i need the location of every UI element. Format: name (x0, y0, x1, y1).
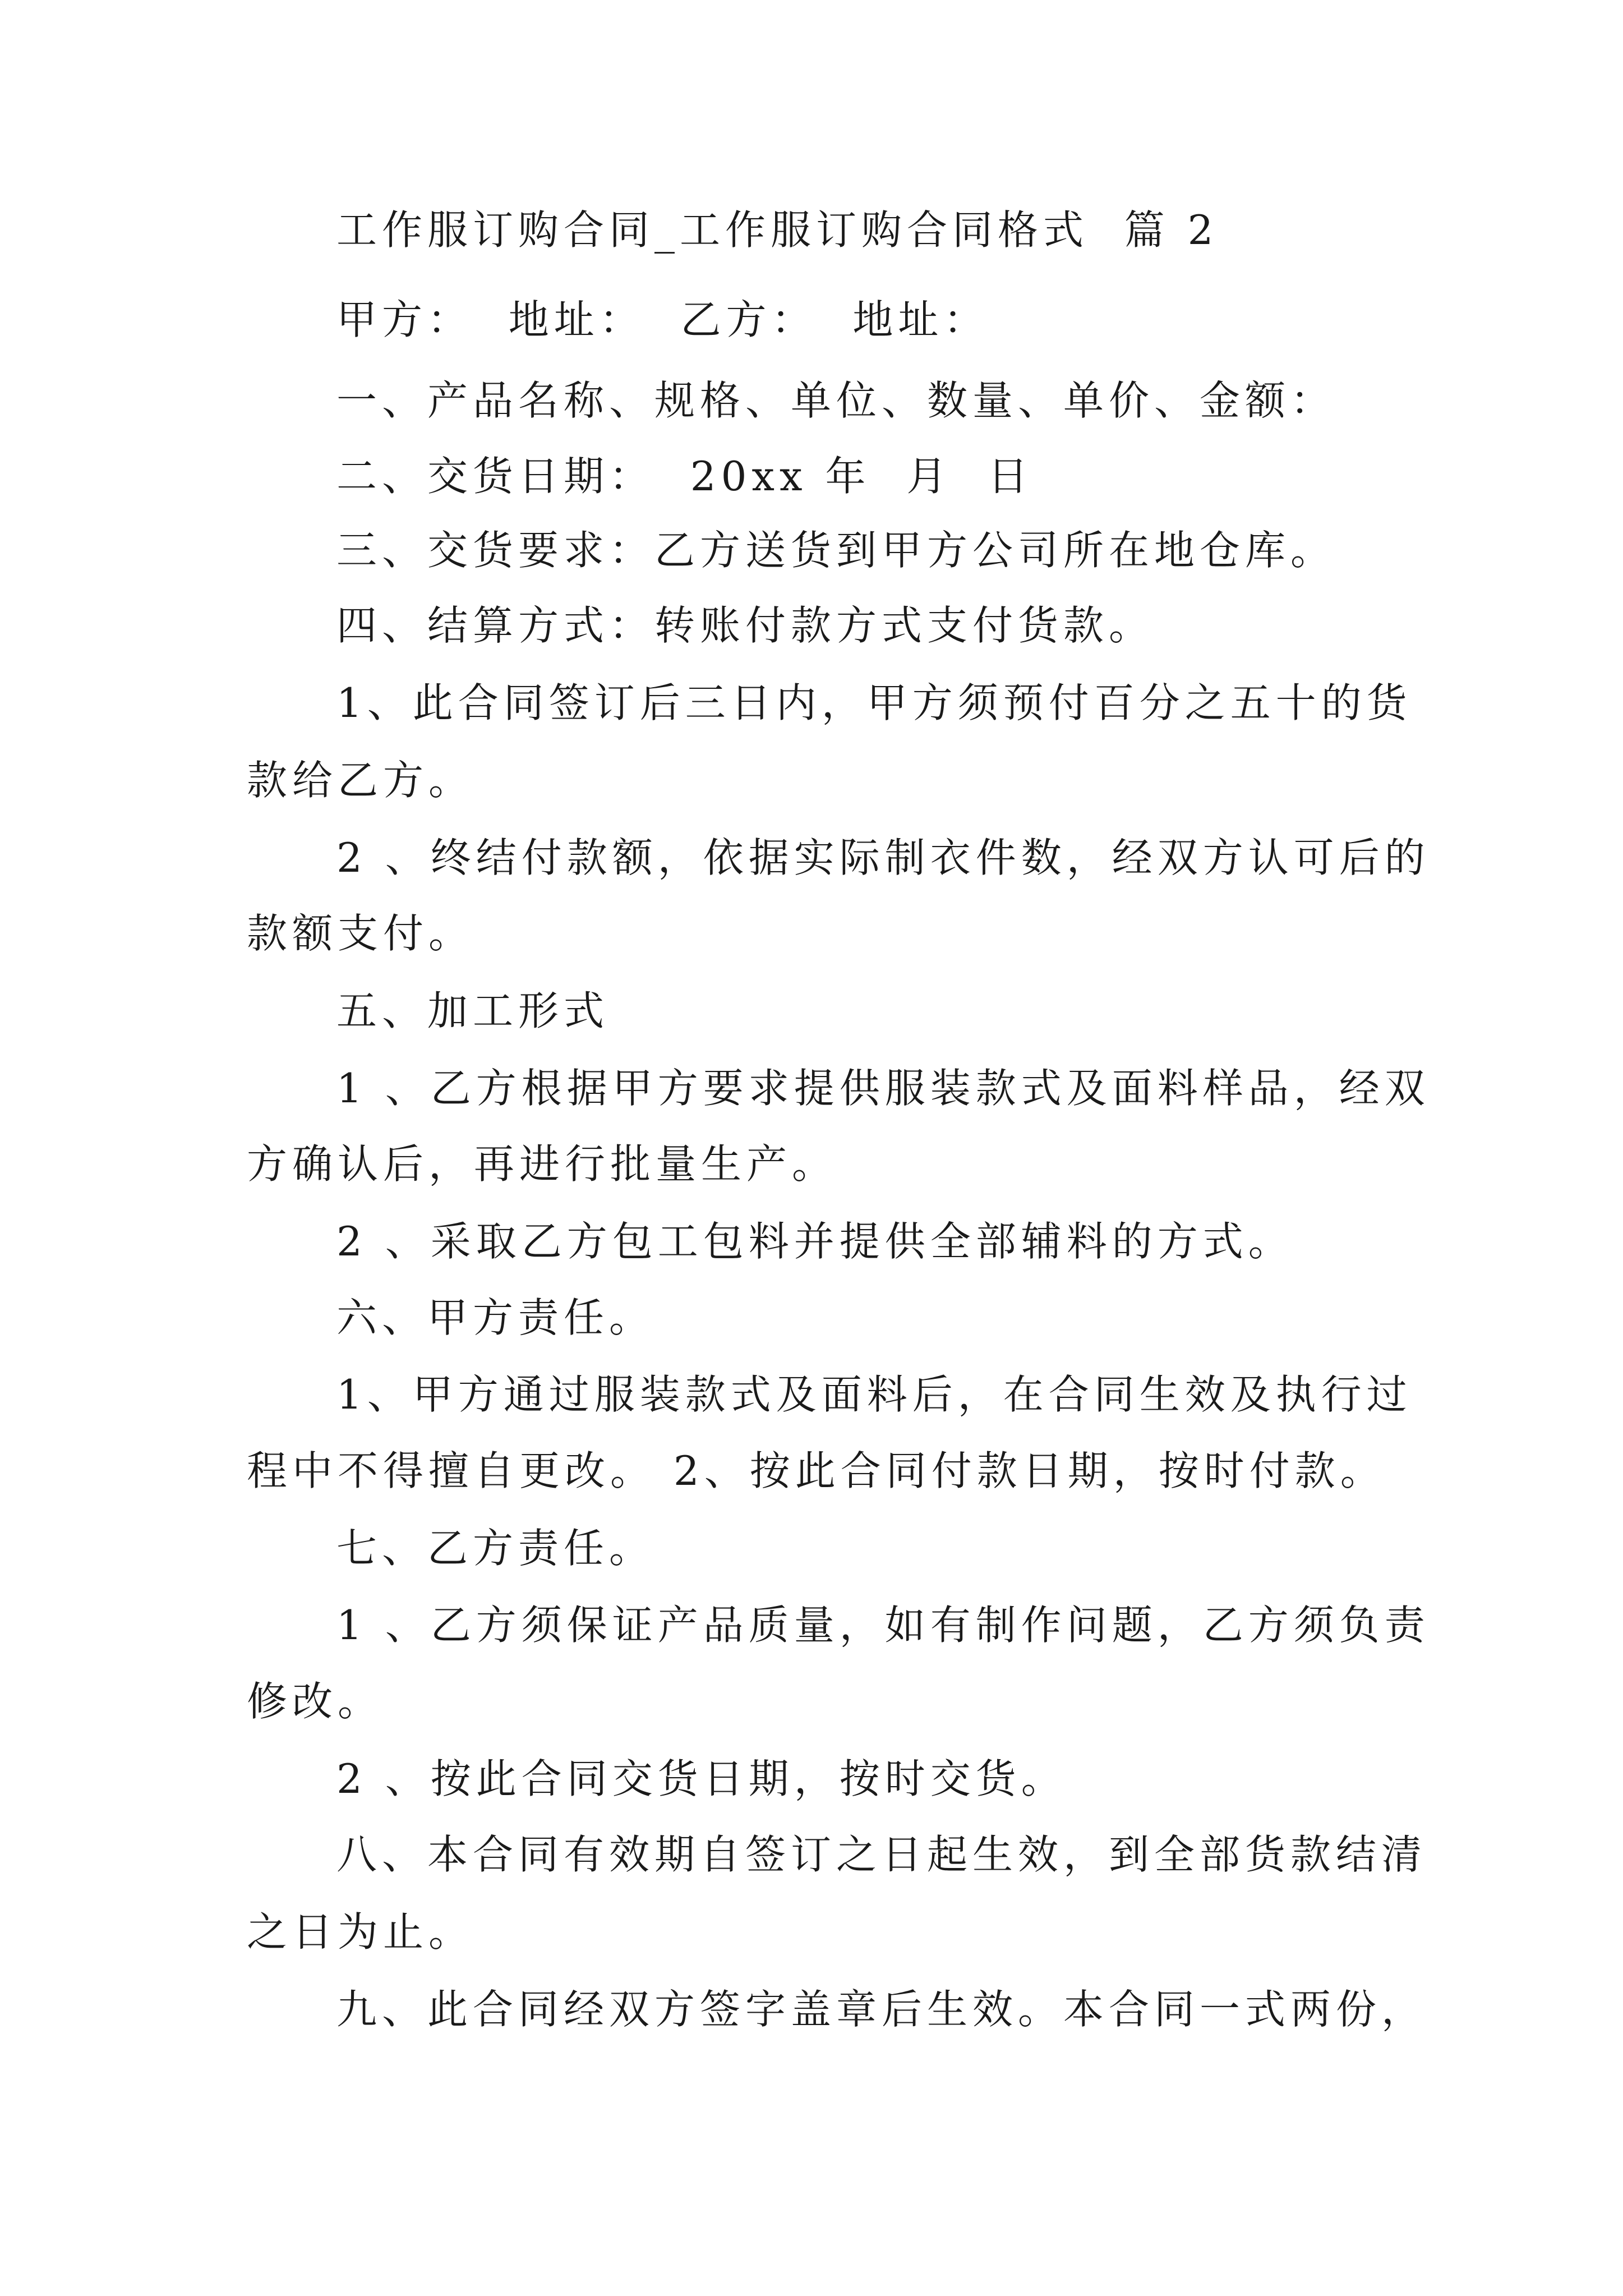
text-line: 款额支付。 (247, 910, 474, 957)
text-line-parties: 甲方： 地址： 乙方： 地址： (336, 296, 989, 343)
clause-9-heading: 九、此合同经双方签字盖章后生效。本合同一式两份， (336, 1986, 1427, 2033)
text-line: 1 、乙方须保证产品质量，如有制作问题，乙方须负责 (336, 1602, 1430, 1649)
clause-1-heading: 一、产品名称、规格、单位、数量、单价、金额： (336, 377, 1336, 424)
clause-3-heading: 三、交货要求：乙方送货到甲方公司所在地仓库。 (336, 527, 1336, 574)
text-line: 1、此合同签订后三日内，甲方须预付百分之五十的货 (336, 679, 1412, 726)
text-line: 程中不得擅自更改。 2、按此合同付款日期，按时付款。 (247, 1447, 1386, 1494)
text-line: 2 、按此合同交货日期，按时交货。 (336, 1755, 1067, 1802)
clause-2-heading: 二、交货日期： 20xx 年 月 日 (336, 453, 1034, 500)
text-line: 1 、乙方根据甲方要求提供服装款式及面料样品，经双 (336, 1065, 1430, 1112)
text-line: 款给乙方。 (247, 757, 474, 804)
text-line: 方确认后，再进行批量生产。 (247, 1140, 838, 1188)
clause-8-heading: 八、本合同有效期自签订之日起生效，到全部货款结清 (336, 1831, 1427, 1878)
text-line: 之日为止。 (247, 1908, 474, 1955)
clause-4-heading: 四、结算方式：转账付款方式支付货款。 (336, 602, 1155, 649)
clause-5-heading: 五、加工形式 (336, 987, 610, 1034)
text-line: 修改。 (247, 1678, 384, 1725)
text-line: 2 、终结付款额，依据实际制衣件数，经双方认可后的 (336, 834, 1430, 881)
text-line: 1、甲方通过服装款式及面料后，在合同生效及执行过 (336, 1371, 1412, 1418)
clause-6-heading: 六、甲方责任。 (336, 1294, 655, 1341)
document-title: 工作服订购合同_工作服订购合同格式 篇 2 (336, 206, 1219, 254)
clause-7-heading: 七、乙方责任。 (336, 1525, 655, 1572)
text-line: 2 、采取乙方包工包料并提供全部辅料的方式。 (336, 1218, 1294, 1265)
